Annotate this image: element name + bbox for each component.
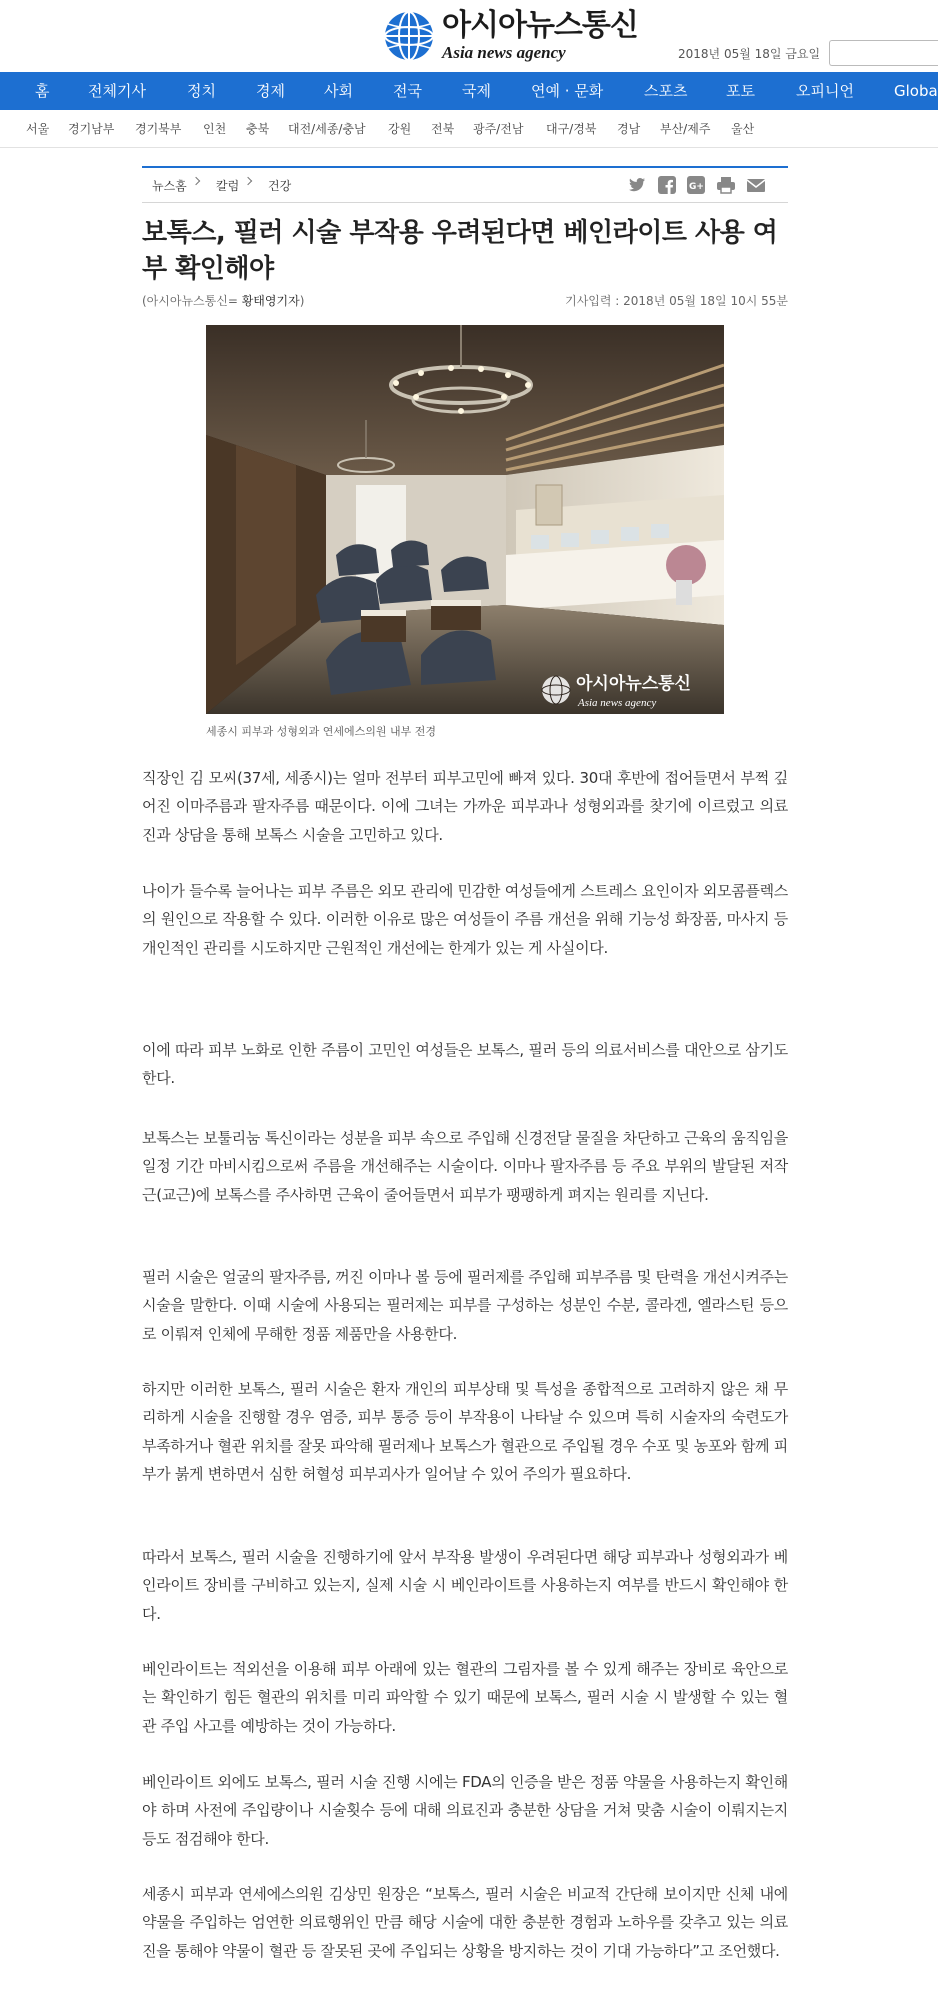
region-chungbuk[interactable]: 충북 (246, 122, 270, 136)
photo-watermark-ko: 아시아뉴스통신 (576, 674, 691, 694)
byline-source: (아시아뉴스통신= (142, 294, 238, 308)
nav-politics[interactable]: 정치 (187, 82, 216, 100)
nav-sports[interactable]: 스포츠 (644, 82, 688, 100)
article-paragraph: 베인라이트는 적외선을 이용해 피부 아래에 있는 혈관의 그림자를 볼 수 있게 해주는 장비로 육안으로는 확인하기 힘든 혈관의 위치를 미리 파악할 수 있기 때문에 보톡스, 필러 시술 시 발생할 수 있는 혈관 주입 사고를 예방하는 것이 가능하다. (142, 1660, 788, 1735)
region-busan-jeju[interactable]: 부산/제주 (660, 122, 711, 136)
breadcrumb-news-home[interactable]: 뉴스홈 (152, 179, 187, 193)
nav-international[interactable]: 국제 (462, 82, 491, 100)
current-date: 2018년 05월 18일 금요일 (678, 47, 821, 61)
article-paragraph: 베인라이트 외에도 보톡스, 필러 시술 진행 시에는 FDA의 인증을 받은 정품 약물을 사용하는지 확인해야 하며 사전에 주입량이나 시술횟수 등에 대해 의료진과 충분한 상담을 거쳐 맞춤 시술이 이뤄지는지 등도 점검해야 한다. (142, 1773, 788, 1848)
print-icon[interactable] (716, 175, 736, 195)
logo-english-text: Asia news agency (442, 43, 566, 62)
article-paragraph: 이에 따라 피부 노화로 인한 주름이 고민인 여성들은 보톡스, 필러 등의 의료서비스를 대안으로 삼기도 한다. (142, 1041, 788, 1088)
svg-text:G+: G+ (689, 182, 704, 192)
article-paragraph: 하지만 이러한 보톡스, 필러 시술은 환자 개인의 피부상태 및 특성을 종합적으로 고려하지 않은 채 무리하게 시술을 진행할 경우 염증, 피부 통증 등이 부작용이 나타날 수 있으며 특히 시술자의 숙련도가 부족하거나 혈관 위치를 잘못 파악해 필러제나 보톡스가 혈관으로 주입될 경우 수포 및 농포와 함께 피부가 붉게 변하면서 심한 허혈성 피부괴사가 일어날 수 있어 주의가 필요하다. (142, 1380, 788, 1483)
article-paragraph: 직장인 김 모씨(37세, 세종시)는 얼마 전부터 피부고민에 빠져 있다. 30대 후반에 접어들면서 부쩍 깊어진 이마주름과 팔자주름 때문이다. 이에 그녀는 가까운 피부과나 성형외과를 찾기에 이르렀고 의료진과 상담을 통해 보톡스 시술을 고민하고 있다. (142, 769, 788, 844)
email-icon[interactable] (746, 175, 766, 195)
article-pubdate: 기사입력 : 2018년 05월 18일 10시 55분 (565, 294, 788, 308)
region-jeonbuk[interactable]: 전북 (431, 122, 455, 136)
article-byline (142, 292, 304, 309)
search-input[interactable] (829, 40, 938, 66)
chevron-right-icon (244, 177, 252, 185)
nav-global[interactable]: Globa (894, 82, 938, 100)
byline-close: ) (299, 294, 305, 308)
logo-korean-text: 아시아뉴스통신 (442, 8, 638, 43)
region-incheon[interactable]: 인천 (203, 122, 227, 136)
article-paragraph: 나이가 들수록 늘어나는 피부 주름은 외모 관리에 민감한 여성들에게 스트레스 요인이자 외모콤플렉스의 원인으로 작용할 수 있다. 이러한 이유로 많은 여성들이 주름 개선을 위해 기능성 화장품, 마사지 등 개인적인 관리를 시도하지만 근원적인 개선에는 한계가 있는 게 사실이다. (142, 882, 788, 957)
region-gyeonggi-south[interactable]: 경기남부 (68, 122, 115, 136)
nav-photo[interactable]: 포토 (726, 82, 755, 100)
nav-opinion[interactable]: 오피니언 (796, 82, 854, 100)
breadcrumb-health[interactable]: 건강 (268, 179, 292, 193)
region-ulsan[interactable]: 울산 (731, 122, 755, 136)
nav-entertainment-culture[interactable]: 연예 · 문화 (531, 82, 604, 100)
article-paragraph: 보톡스는 보툴리눔 톡신이라는 성분을 피부 속으로 주입해 신경전달 물질을 차단하고 근육의 움직임을 일정 기간 마비시킴으로써 주름을 개선해주는 시술이다. 이마나 팔자주름 등 주요 부위의 발달된 저작근(교근)에 보톡스를 주사하면 근육이 줄어들면서 피부가 팽팽하게 펴지는 원리를 지닌다. (142, 1129, 788, 1204)
article-paragraph: 따라서 보톡스, 필러 시술을 진행하기에 앞서 부작용 발생이 우려된다면 해당 피부과나 성형외과가 베인라이트 장비를 구비하고 있는지, 실제 시술 시 베인라이트를 사용하는지 여부를 반드시 확인해야 한다. (142, 1548, 788, 1623)
main-nav (0, 72, 938, 110)
nav-all-articles[interactable]: 전체기사 (88, 82, 146, 100)
nav-society[interactable]: 사회 (324, 82, 353, 100)
article-paragraph: 세종시 피부과 연세에스의원 김상민 원장은 “보톡스, 필러 시술은 비교적 간단해 보이지만 신체 내에 약물을 주입하는 엄연한 의료행위인 만큼 해당 시술에 대한 충분한 경험과 노하우를 갖추고 있는 의료진을 통해야 약물이 혈관 등 잘못된 곳에 주입되는 상황을 방지하는 것이 기대 가능하다”고 조언했다. (142, 1885, 788, 1960)
globe-logo-icon (382, 9, 436, 63)
chevron-right-icon (192, 177, 200, 185)
photo-caption: 세종시 피부과 성형외과 연세에스의원 내부 전경 (206, 725, 437, 738)
article-toolbar (142, 166, 788, 203)
article-headline: 보톡스, 필러 시술 부작용 우려된다면 베인라이트 사용 여부 확인해야 (142, 218, 778, 284)
byline-author[interactable]: 황태영기자 (241, 294, 300, 308)
article-photo (206, 325, 724, 714)
region-gyeongnam[interactable]: 경남 (617, 122, 641, 136)
googleplus-icon[interactable] (686, 175, 706, 195)
site-logo[interactable] (382, 8, 638, 64)
nav-national[interactable]: 전국 (393, 82, 422, 100)
twitter-icon[interactable] (627, 175, 647, 195)
nav-economy[interactable]: 경제 (256, 82, 285, 100)
region-gangwon[interactable]: 강원 (388, 122, 412, 136)
region-nav (0, 110, 938, 148)
region-daejeon-sejong-chungnam[interactable]: 대전/세종/충남 (288, 122, 366, 136)
region-seoul[interactable]: 서울 (26, 122, 50, 136)
facebook-icon[interactable] (657, 175, 677, 195)
region-gwangju-jeonnam[interactable]: 광주/전남 (473, 122, 524, 136)
photo-watermark-en: Asia news agency (578, 697, 657, 709)
region-daegu-gyeongbuk[interactable]: 대구/경북 (546, 122, 597, 136)
breadcrumb-column[interactable]: 칼럼 (216, 179, 240, 193)
site-header (0, 0, 938, 72)
region-gyeonggi-north[interactable]: 경기북부 (135, 122, 182, 136)
nav-home[interactable]: 홈 (35, 82, 50, 100)
clinic-interior-image (206, 325, 724, 714)
article-paragraph: 필러 시술은 얼굴의 팔자주름, 꺼진 이마나 볼 등에 필러제를 주입해 피부주름 및 탄력을 개선시켜주는 시술을 말한다. 이때 시술에 사용되는 필러제는 피부를 구성하는 성분인 수분, 콜라겐, 엘라스틴 등으로 이뤄져 인체에 무해한 정품 제품만을 사용한다. (142, 1268, 788, 1343)
